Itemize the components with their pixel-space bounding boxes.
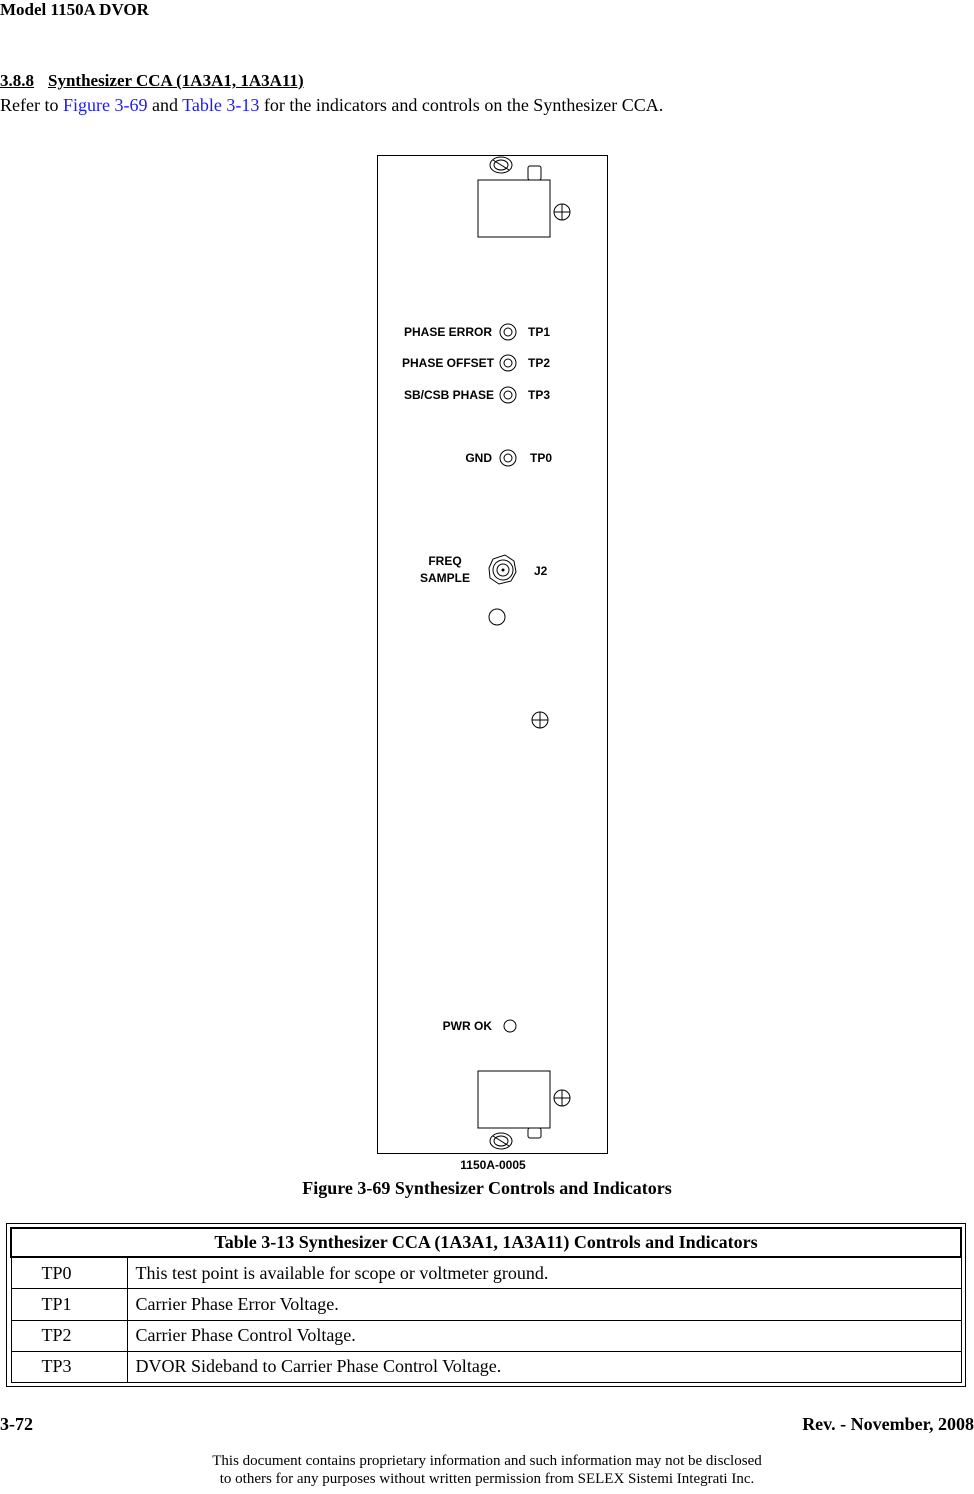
table-link[interactable]: Table 3-13 <box>182 95 260 115</box>
section-number: 3.8.8 <box>0 71 34 90</box>
section-heading <box>0 71 304 91</box>
table-row <box>11 1320 961 1351</box>
table-cell-desc: Carrier Phase Control Voltage. <box>127 1320 961 1351</box>
bottom-screw-icon <box>490 1133 512 1149</box>
tp0-test-point-icon <box>500 450 516 466</box>
top-mount-hole-icon <box>554 204 570 220</box>
label-tp0: TP0 <box>530 451 553 465</box>
label-tp2: TP2 <box>528 356 551 370</box>
intro-text-mid: and <box>147 95 183 115</box>
table-cell-item: TP0 <box>11 1257 127 1289</box>
hole-below-j2 <box>489 609 505 625</box>
top-screw-icon <box>490 157 512 173</box>
table-row <box>11 1257 961 1289</box>
table-cell-desc: This test point is available for scope or voltmeter ground. <box>127 1257 961 1289</box>
bottom-tab <box>528 1128 541 1138</box>
intro-text-post: for the indicators and controls on the Synthesizer CCA. <box>259 95 664 115</box>
label-pwr-ok: PWR OK <box>442 1019 492 1033</box>
table-row <box>11 1351 961 1382</box>
controls-table-frame <box>6 1223 966 1387</box>
pwr-ok-led-icon <box>504 1020 516 1032</box>
revision-date: Rev. - November, 2008 <box>802 1414 974 1434</box>
panel-outline <box>378 156 608 1154</box>
disclaimer-line-1: This document contains proprietary information and such information may not be disclosed <box>212 1453 762 1469</box>
label-phase-offset: PHASE OFFSET <box>401 356 494 370</box>
proprietary-disclaimer <box>0 1452 974 1488</box>
controls-indicators-table <box>10 1227 962 1383</box>
table-cell-item: TP1 <box>11 1289 127 1320</box>
table-cell-desc: Carrier Phase Error Voltage. <box>127 1289 961 1320</box>
bottom-mount-hole-icon <box>554 1090 570 1106</box>
intro-paragraph <box>0 95 663 116</box>
label-drawing-id: 1150A-0005 <box>460 1158 526 1172</box>
page-header-title: Model 1150A DVOR <box>0 0 149 19</box>
tp2-test-point-icon <box>500 355 516 371</box>
label-tp1: TP1 <box>528 325 551 339</box>
bottom-connector-block <box>478 1071 550 1128</box>
disclaimer-line-2: to others for any purposes without written permission from SELEX Sistemi Integrati Inc. <box>219 1471 755 1487</box>
label-phase-error: PHASE ERROR <box>403 325 492 339</box>
label-freq: FREQ <box>428 554 462 568</box>
top-connector-block <box>478 180 550 237</box>
mid-mount-hole-icon <box>532 712 548 728</box>
tp1-test-point-icon <box>500 324 516 340</box>
label-gnd: GND <box>465 451 492 465</box>
figure-caption: Figure 3-69 Synthesizer Controls and Indicators <box>302 1178 672 1198</box>
section-title: Synthesizer CCA (1A3A1, 1A3A11) <box>48 71 304 90</box>
top-tab <box>528 166 541 180</box>
table-cell-item: TP3 <box>11 1351 127 1382</box>
synthesizer-panel-drawing <box>376 154 610 1178</box>
table-title: Table 3-13 Synthesizer CCA (1A3A1, 1A3A11) Controls and Indicators <box>11 1228 961 1257</box>
label-sb-csb-phase: SB/CSB PHASE <box>403 388 494 402</box>
label-j2: J2 <box>534 564 548 578</box>
table-cell-desc: DVOR Sideband to Carrier Phase Control Voltage. <box>127 1351 961 1382</box>
table-title-row <box>11 1228 961 1257</box>
page-number: 3-72 <box>0 1414 33 1434</box>
tp3-test-point-icon <box>500 387 516 403</box>
table-cell-item: TP2 <box>11 1320 127 1351</box>
label-sample: SAMPLE <box>419 571 471 585</box>
table-row <box>11 1289 961 1320</box>
intro-text-pre: Refer to <box>0 95 63 115</box>
j2-coax-connector-icon <box>489 555 516 584</box>
label-tp3: TP3 <box>528 388 551 402</box>
figure-link[interactable]: Figure 3-69 <box>62 95 148 115</box>
